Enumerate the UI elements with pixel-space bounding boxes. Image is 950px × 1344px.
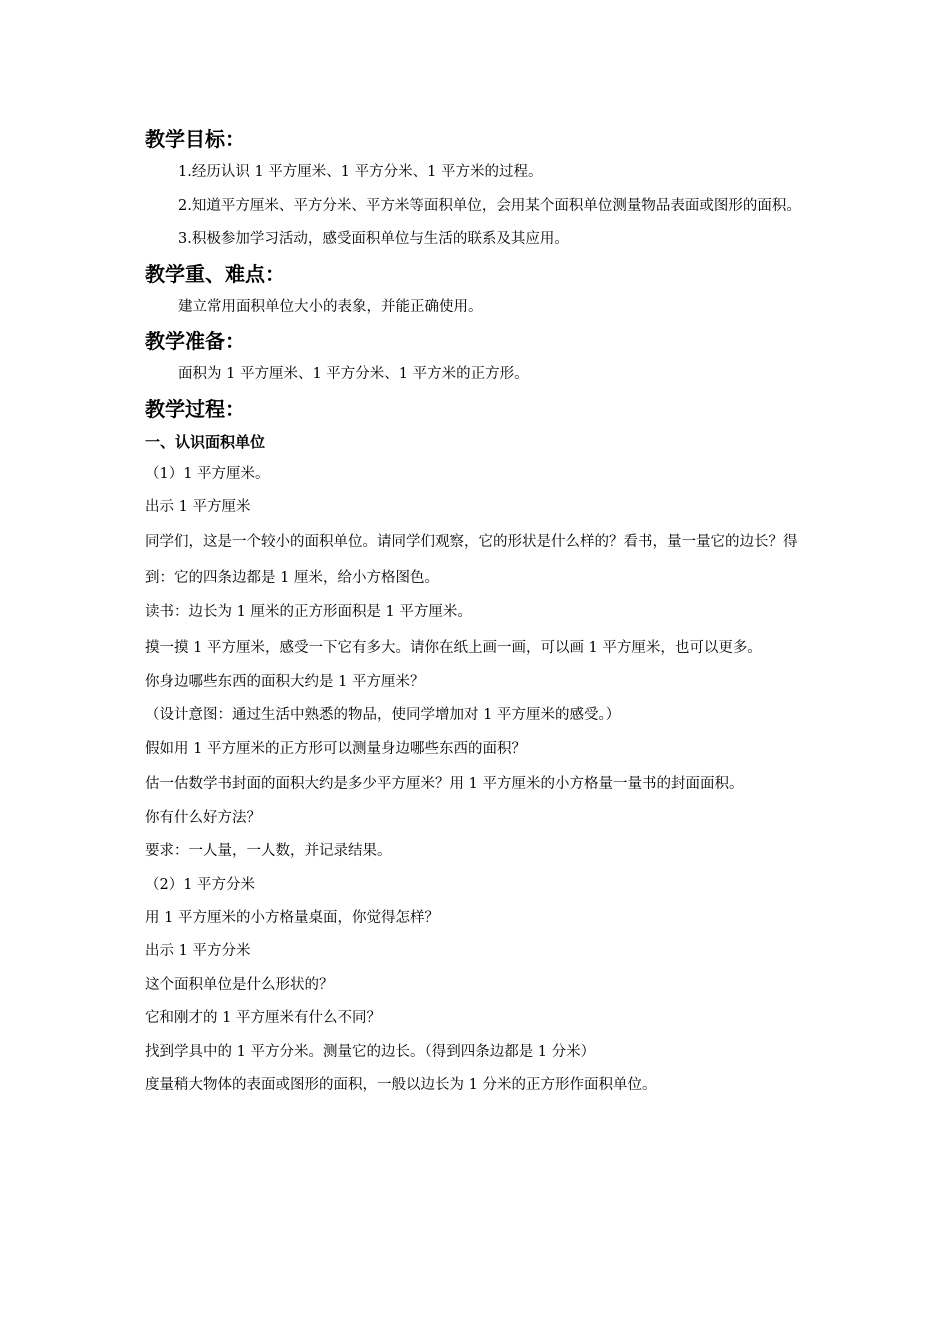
process-line: （2）1 平方分米 [145,876,256,893]
document-page [145,122,810,1102]
process-line: 度量稍大物体的表面或图形的面积，一般以边长为 1 分米的正方形作面积单位。 [145,1077,657,1094]
process-line: （1）1 平方厘米。 [145,465,270,482]
preparation-heading: 教学准备： [145,329,245,354]
process-line: 假如用 1 平方厘米的正方形可以测量身边哪些东西的面积？ [145,740,526,757]
process-line: 摸一摸 1 平方厘米，感受一下它有多大。请你在纸上画一画，可以画 1 平方厘米，也可以更多。 [145,639,762,656]
objectives-heading: 教学目标： [145,127,245,151]
process-heading: 教学过程： [145,396,245,421]
process-line: 估一估数学书封面的面积大约是多少平方厘米？用 1 平方厘米的小方格量一量书的封面面积。 [145,775,744,792]
objective-item-3: 3.积极参加学习活动，感受面积单位与生活的联系及其应用。 [178,231,569,248]
process-line: 这个面积单位是什么形状的？ [145,976,334,993]
objective-item-1: 1.经历认识 1 平方厘米、1 平方分米、1 平方米的过程。 [178,164,543,180]
section-1-title: 一、认识面积单位 [145,432,266,451]
process-line: 读书：边长为 1 厘米的正方形面积是 1 平方厘米。 [145,604,472,621]
key-points-text: 建立常用面积单位大小的表象，并能正确使用。 [178,298,483,315]
process-line: 它和刚才的 1 平方厘米有什么不同？ [145,1010,381,1027]
process-line: 你有什么好方法？ [145,809,261,826]
process-line: 找到学具中的 1 平方分米。测量它的边长。（得到四条边都是 1 分米） [145,1043,596,1060]
process-line: 要求：一人量，一人数，并记录结果。 [145,843,392,860]
preparation-text: 面积为 1 平方厘米、1 平方分米、1 平方米的正方形。 [178,366,529,383]
design-intent-note: （设计意图：通过生活中熟悉的物品，使同学增加对 1 平方厘米的感受。） [145,707,621,724]
objective-item-2: 2.知道平方厘米、平方分米、平方米等面积单位，会用某个面积单位测量物品表面或图形的面积。 [178,198,801,215]
process-line: 同学们，这是一个较小的面积单位。请同学们观察，它的形状是什么样的？看书，量一量它的边长？得到：它的四条边都是 1 厘米，给小方格图色。 [145,534,798,587]
process-line: 你身边哪些东西的面积大约是 1 平方厘米？ [145,673,425,690]
key-points-heading: 教学重、难点： [145,261,285,286]
process-line: 用 1 平方厘米的小方格量桌面，你觉得怎样？ [145,910,439,927]
process-line: 出示 1 平方厘米 [145,498,251,515]
process-line: 出示 1 平方分米 [145,943,251,960]
